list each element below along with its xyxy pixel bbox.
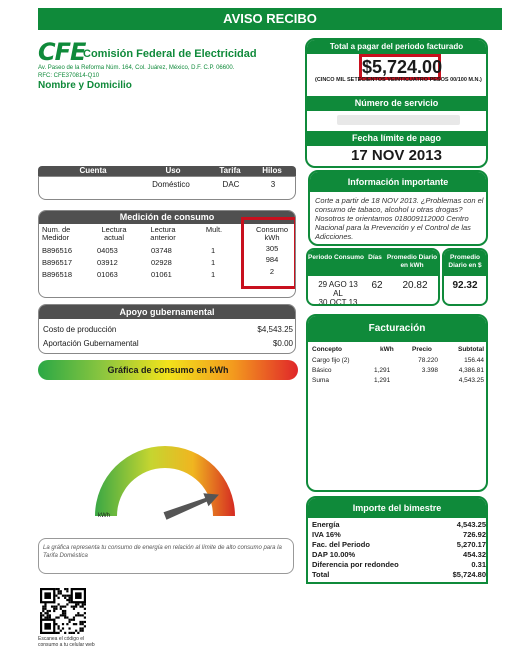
hdr-dias: Días	[368, 254, 382, 261]
row3-actual: 01063	[97, 270, 118, 279]
fact-row-concepto: Básico	[312, 367, 332, 374]
row1-consumo: 305	[265, 244, 279, 253]
hdr-lectura-actual: Lectura actual	[101, 225, 127, 242]
apoyo-value: $4,543.25	[257, 325, 293, 334]
hilos-value: 3	[270, 180, 276, 189]
facturacion-title: Facturación	[308, 316, 486, 342]
row1-mult: 1	[211, 246, 216, 255]
cuenta-header	[38, 166, 296, 176]
rfc-line: RFC: CFE370814-Q10	[38, 73, 100, 79]
fact-row-precio: 78.220	[418, 357, 438, 364]
medicion-title: Medición de consumo	[39, 211, 295, 224]
importe-label: Fac. del Periodo	[312, 540, 370, 549]
row3-anterior: 01061	[151, 270, 172, 279]
fecha-limite-value: 17 NOV 2013	[351, 147, 442, 164]
importe-label: Energía	[312, 520, 340, 529]
importe-value: $5,724.80	[452, 570, 486, 579]
apoyo-label: Costo de producción	[43, 325, 117, 334]
consumo-gauge	[85, 432, 245, 524]
info-importante	[308, 170, 488, 246]
medicion-consumo	[38, 210, 296, 298]
uso-value: Doméstico	[152, 180, 190, 189]
hdr-lectura-anterior: Lectura anterior	[150, 225, 176, 242]
grafica-consumo-bar: Gráfica de consumo en kWh	[38, 360, 298, 380]
fact-row-precio: 3.398	[421, 367, 438, 374]
numero-servicio-value-redacted	[337, 115, 460, 125]
row1-actual: 04053	[97, 246, 118, 255]
periodo-box	[306, 248, 440, 306]
importe-row	[312, 520, 486, 529]
fact-row-subtotal: 4,543.25	[458, 377, 484, 384]
hdr-prom-pesos: Promedio Diario en $	[444, 250, 486, 276]
fact-hdr-precio: Precio	[412, 346, 432, 353]
total-amount: $5,724.00	[359, 54, 441, 80]
row2-medidor: B896517	[42, 258, 73, 267]
periodo-al: AL	[333, 289, 343, 298]
fact-hdr-subtotal: Subtotal	[458, 346, 484, 353]
periodo-dias: 62	[371, 280, 383, 291]
periodo-prom-kwh: 20.82	[402, 280, 428, 291]
row3-consumo: 2	[269, 267, 275, 276]
periodo-end: 30 OCT 13	[318, 298, 358, 306]
fact-hdr-concepto: Concepto	[312, 346, 342, 353]
fact-row-kwh: 1,291	[374, 367, 391, 374]
fact-hdr-kwh: kWh	[380, 346, 394, 353]
fact-row-kwh: 1,291	[374, 377, 391, 384]
fecha-limite-label: Fecha límite de pago	[307, 131, 486, 146]
importe-row	[312, 570, 486, 579]
hdr-mult: Mult.	[205, 225, 223, 234]
consumo-highlight	[241, 217, 296, 289]
row2-anterior: 02928	[151, 258, 172, 267]
importe-value: 5,270.17	[456, 540, 486, 549]
total-panel	[305, 38, 488, 168]
importe-bimestre	[306, 496, 488, 584]
importe-label: Diferencia por redondeo	[312, 560, 399, 569]
importe-value: 726.92	[463, 530, 486, 539]
importe-label: DAP 10.00%	[312, 550, 356, 559]
periodo-dates	[312, 280, 364, 306]
fact-row-concepto: Cargo fijo (2)	[312, 357, 350, 364]
periodo-prom-pesos: 92.32	[452, 280, 478, 291]
importe-row	[312, 530, 486, 539]
fact-row-concepto: Suma	[312, 377, 329, 384]
importe-label: IVA 16%	[312, 530, 341, 539]
address-line: Av. Paseo de la Reforma Núm. 164, Col. Juárez, México, D.F. C.P. 06600.	[38, 65, 235, 71]
apoyo-gubernamental	[38, 304, 296, 354]
apoyo-value: $0.00	[272, 339, 293, 348]
col-hilos: Hilos	[262, 166, 282, 175]
gauge-unit: kWh	[98, 513, 110, 519]
hdr-periodo: Periodo Consumo	[308, 254, 364, 261]
fact-row-subtotal: 4,386.81	[458, 367, 484, 374]
periodo-header	[308, 250, 438, 276]
importe-row	[312, 540, 486, 549]
hdr-medidor: Num. de Medidor	[42, 225, 71, 242]
col-cuenta: Cuenta	[79, 166, 107, 175]
importe-value: 4,543.25	[456, 520, 486, 529]
gauge-arc	[95, 446, 235, 516]
row2-mult: 1	[211, 258, 216, 267]
grafica-note: La gráfica representa tu consumo de energía en relación al límite de alto consumo para la Tarifa Doméstica	[38, 538, 294, 574]
row1-medidor: B896516	[42, 246, 73, 255]
hdr-prom-kwh: Promedio Diario en kWh	[386, 254, 438, 269]
importe-label: Total	[312, 570, 330, 579]
fact-row-subtotal: 156.44	[464, 357, 484, 364]
periodo-start: 29 AGO 13	[318, 280, 358, 289]
cuenta-row	[38, 176, 296, 200]
periodo-pesos-box	[442, 248, 488, 306]
numero-servicio-label: Número de servicio	[307, 96, 486, 111]
qr-caption: Escanea el código el consumo a tu celular web	[38, 636, 95, 648]
facturacion	[306, 314, 488, 492]
total-words: (CINCO MIL SETECIENTOS VEINTICUATRO PESOS 00/100 M.N.)	[315, 77, 482, 83]
importe-row	[312, 560, 486, 569]
row3-medidor: B896518	[42, 270, 73, 279]
apoyo-row-costo	[43, 325, 293, 334]
col-uso: Uso	[165, 166, 181, 175]
company-address	[38, 64, 298, 80]
apoyo-row-aportacion	[43, 339, 293, 348]
info-title: Información importante	[310, 172, 486, 192]
info-text: Corte a partir de 18 NOV 2013. ¿Problemas con el consumo de tabaco, alcohol u otras drogas? Nosotros te orientamos 018009112000 Centro Nacional para la Prevención y el Control de las Adicciones.	[315, 196, 484, 241]
total-label: Total a pagar del periodo facturado	[307, 40, 486, 54]
tarifa-value: DAC	[222, 180, 240, 189]
row3-mult: 1	[211, 270, 216, 279]
row2-consumo: 984	[265, 255, 279, 264]
company-name: Comisión Federal de Electricidad	[83, 48, 257, 60]
apoyo-label: Aportación Gubernamental	[43, 339, 139, 348]
apoyo-title: Apoyo gubernamental	[39, 305, 295, 319]
col-tarifa: Tarifa	[219, 166, 241, 175]
importe-title: Importe del bimestre	[308, 498, 486, 518]
row2-actual: 03912	[97, 258, 118, 267]
row1-anterior: 03748	[151, 246, 172, 255]
importe-value: 454.32	[463, 550, 486, 559]
page-title: AVISO RECIBO	[38, 8, 502, 30]
qr-code-icon	[40, 588, 86, 634]
nombre-domicilio-label: Nombre y Domicilio	[38, 80, 132, 91]
importe-row	[312, 550, 486, 559]
importe-value: 0.31	[471, 560, 486, 569]
cfe-logo: CFE	[38, 38, 86, 66]
hdr-consumo: Consumo kWh	[255, 225, 289, 242]
